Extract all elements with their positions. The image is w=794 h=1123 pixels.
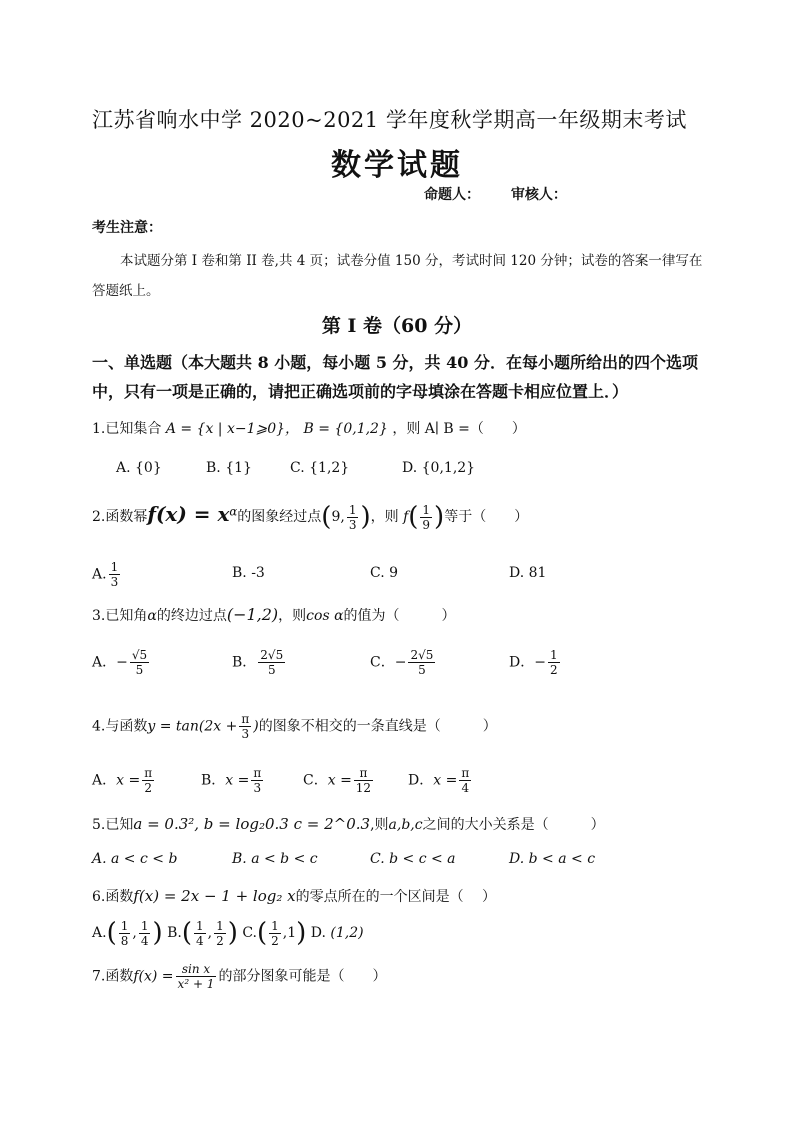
q4-option-a (92, 766, 156, 795)
q3-point: (−1,2) (226, 605, 279, 624)
q1-a-value: {0} (135, 460, 162, 476)
exam-title: 江苏省响水中学 2020~2021 学年度秋学期高一年级期末考试 (92, 108, 687, 132)
q6-b2-den: 2 (216, 933, 224, 948)
q1-set-a: A = {x | x−1⩾0}， (165, 421, 300, 437)
q5-expr: a = 0.3², b = log₂0.3 c = 2^0.3 (133, 815, 371, 833)
q6-a-frac1 (119, 919, 131, 948)
q2-option-b: B. -3 (232, 565, 265, 581)
q2-option-d: D. 81 (509, 565, 547, 581)
q7-den: x² + 1 (177, 977, 215, 991)
q6-a-open: ( (106, 918, 117, 948)
q2-arg-den: 9 (422, 517, 431, 532)
q6-c-close: ) (296, 918, 307, 948)
q3-a-label: A． (92, 654, 117, 671)
q2-then: ，则 (370, 509, 399, 525)
q6-a2-den: 4 (140, 933, 149, 948)
q4-c-num: π (354, 766, 373, 781)
q4-option-b (201, 766, 265, 795)
question-7 (92, 962, 386, 991)
q4-c-label: C． (303, 772, 328, 789)
q3-option-b (232, 648, 287, 677)
q4-b-lhs: x = (225, 772, 250, 789)
q3-a-num: √5 (131, 648, 148, 662)
notice-body: 本试题分第 I 卷和第 II 卷,共 4 页；试卷分值 150 分，考试时间 120 分钟；试卷的答案一律写在答题纸上。 (92, 253, 703, 299)
q1-b-label: B. (206, 460, 221, 476)
q4-c-den: 12 (355, 781, 372, 795)
q6-b-label: B. (167, 925, 182, 941)
q6-c-num: 1 (271, 918, 279, 933)
q5-option-a: A. a < c < b (92, 851, 178, 867)
q3-cos: cos α (306, 608, 344, 624)
q2-point-num: 1 (348, 502, 357, 517)
q7-stem: 7.函数 (92, 968, 134, 985)
q6-c-val: 1 (287, 925, 297, 941)
q1-b-value: {1} (225, 460, 252, 476)
question-3 (92, 605, 456, 625)
q6-d-value: (1,2) (330, 925, 364, 941)
q6-b1-num: 1 (195, 918, 204, 933)
q2-arg-num: 1 (422, 502, 431, 517)
q3-option-d (509, 648, 562, 677)
q3-c-sign: − (394, 654, 407, 671)
q5-stem: 5.已知 (92, 817, 134, 833)
q1-option-c (290, 460, 349, 476)
q6-c-den: 2 (271, 933, 279, 948)
notice-heading: 考生注意： (92, 220, 162, 236)
q4-d-frac (459, 766, 471, 795)
q4-pi-frac (239, 712, 251, 741)
q4-b-frac (251, 766, 263, 795)
q6-b-open: ( (181, 918, 192, 948)
q4-c-lhs: x = (327, 772, 352, 789)
subject-title: 数学试题 (331, 148, 463, 183)
q4-d-num: π (461, 766, 470, 780)
q6-a2-num: 1 (140, 918, 149, 933)
q2-point-frac (347, 503, 359, 532)
q2-func: f(x) = x (147, 502, 230, 526)
q2-a-label: A. (92, 566, 107, 583)
q3-d-frac (548, 648, 560, 677)
q3-mid2: ，则 (278, 608, 307, 624)
q2-point-a: 9, (331, 509, 345, 525)
q6-c-frac (269, 919, 281, 948)
q6-b-frac2 (214, 919, 226, 948)
q6-b2-num: 1 (216, 918, 224, 933)
q1-d-label: D. (402, 460, 418, 476)
q2-tail: 等于（ ） (444, 509, 529, 525)
q4-d-lhs: x = (433, 772, 458, 789)
q3-b-num: 2√5 (260, 648, 284, 662)
q3-option-c (370, 648, 437, 677)
q6-a1-num: 1 (120, 918, 129, 933)
q2-stem: 2.函数幂 (92, 509, 148, 525)
q4-pi-num: π (241, 712, 250, 726)
q2-option-c: C. 9 (370, 565, 399, 581)
q2-paren-open: ( (321, 502, 332, 532)
q7-tail: 的部分图象可能是（ ） (218, 968, 387, 985)
q3-c-label: C． (370, 654, 395, 671)
q3-d-label: D． (509, 654, 535, 671)
q6-tail: 的零点所在的一个区间是（ ） (295, 889, 497, 905)
q7-frac (176, 962, 217, 991)
q1-option-b (206, 460, 252, 476)
q5-mid: ,则 (370, 817, 389, 833)
q3-mid: 的终边过点 (156, 608, 227, 624)
q6-d-label: D. (310, 925, 326, 941)
q1-d-value: {0,1,2} (421, 460, 476, 476)
q6-a-label: A. (92, 925, 107, 941)
question-1 (92, 418, 526, 438)
authors-line (424, 184, 593, 204)
q3-option-a (92, 648, 151, 677)
q5-vars: a,b,c (388, 817, 423, 833)
reviewer-label: 审核人： (510, 187, 567, 203)
q1-c-value: {1,2} (309, 460, 350, 476)
q5-option-d: D. b < a < c (509, 851, 596, 867)
q7-func: f(x) = (133, 968, 174, 985)
q2-a-num: 1 (110, 560, 119, 574)
q2-a-frac (109, 560, 121, 589)
q4-close: ) (253, 718, 259, 735)
q2-arg-close: ) (434, 502, 445, 532)
q3-d-sign: − (534, 654, 546, 671)
q2-arg-open: ( (408, 502, 419, 532)
q6-options: A.( $\frac{1}{8}$ , $\frac{1}{4}$ ) B.( $\frac{1}{4}$ , $\frac{1}{2}$ ) C.( $\frac{1}{2}$ ,1) D. (1,2) (92, 918, 364, 948)
q6-stem: 6.函数 (92, 889, 134, 905)
question-5 (92, 814, 605, 834)
q4-func: y = tan(2x + (147, 718, 238, 735)
q6-func: f(x) = 2x − 1 + log₂ x (133, 887, 296, 905)
q4-b-den: 3 (253, 781, 262, 795)
q4-a-label: A． (92, 772, 117, 789)
q6-a-close: ) (152, 918, 163, 948)
q3-c-frac (408, 648, 435, 677)
question-2 (92, 502, 528, 532)
q2-f-label: f (403, 509, 409, 525)
q3-stem: 3.已知角 (92, 608, 148, 624)
q6-a-frac2 (139, 919, 151, 948)
q5-tail: 之间的大小关系是（ ） (422, 817, 605, 833)
q1-stem: 1.已知集合 (92, 421, 162, 437)
q2-mid: 的图象经过点 (237, 509, 322, 525)
q4-option-c (303, 766, 375, 795)
q4-option-d (408, 766, 473, 795)
q4-stem: 4.与函数 (92, 718, 148, 735)
q1-set-b: B = {0,1,2} (303, 421, 388, 437)
q3-d-den: 2 (549, 663, 558, 677)
q3-b-label: B． (232, 654, 257, 671)
q2-point-den: 3 (348, 517, 357, 532)
q1-option-d (402, 460, 475, 476)
q6-a1-den: 8 (120, 933, 129, 948)
q5-option-b: B. a < b < c (232, 851, 318, 867)
q3-c-den: 5 (418, 663, 426, 677)
q3-b-frac (258, 648, 285, 677)
q2-option-a (92, 560, 122, 589)
q3-a-sign: − (116, 654, 128, 671)
q3-a-frac (130, 648, 149, 677)
q4-tail: 的图象不相交的一条直线是（ ） (258, 718, 497, 735)
q4-d-den: 4 (461, 781, 470, 795)
part1-heading: 第 I 卷（60 分） (321, 315, 473, 337)
q4-a-den: 2 (144, 781, 152, 795)
q5-option-c: C. b < c < a (370, 851, 456, 867)
q6-b-frac1 (194, 919, 206, 948)
q3-alpha: α (147, 608, 157, 624)
q2-paren-close: ) (360, 502, 371, 532)
q2-a-den: 3 (110, 575, 119, 589)
q4-a-frac (142, 766, 154, 795)
q3-d-num: 1 (549, 648, 558, 662)
q2-arg-frac (420, 503, 432, 532)
q6-c-open: ( (256, 918, 268, 948)
question-4 (92, 712, 497, 741)
q4-c-frac (354, 766, 373, 795)
q3-b-den: 5 (267, 663, 276, 677)
q4-b-num: π (253, 766, 262, 780)
q1-c-label: C. (290, 460, 305, 476)
q3-c-num: 2√5 (410, 648, 434, 662)
q1-option-a (116, 460, 162, 476)
q7-num: sin x (176, 962, 217, 977)
q1-tail: ，则 A∣ B =（ ） (392, 421, 526, 437)
setter-label: 命题人： (424, 187, 480, 203)
q4-b-label: B． (201, 772, 226, 789)
q2-exponent: α (229, 504, 238, 519)
q6-c-label: C. (242, 925, 257, 941)
q4-a-num: π (144, 766, 153, 780)
section-title: 一、单选题（本大题共 8 小题，每小题 5 分，共 40 分．在每小题所给出的四个选项中，只有一项是正确的，请把正确选项前的字母填涂在答题卡相应位置上．） (92, 353, 698, 401)
q4-pi-den: 3 (241, 727, 250, 741)
q3-tail: 的值为（ ） (343, 608, 456, 624)
q4-d-label: D． (408, 772, 434, 789)
q3-a-den: 5 (135, 663, 144, 677)
q6-b-close: ) (227, 918, 238, 948)
q6-b1-den: 4 (195, 933, 204, 948)
q1-a-label: A. (116, 460, 131, 476)
question-6 (92, 886, 496, 906)
q4-a-lhs: x = (116, 772, 141, 789)
